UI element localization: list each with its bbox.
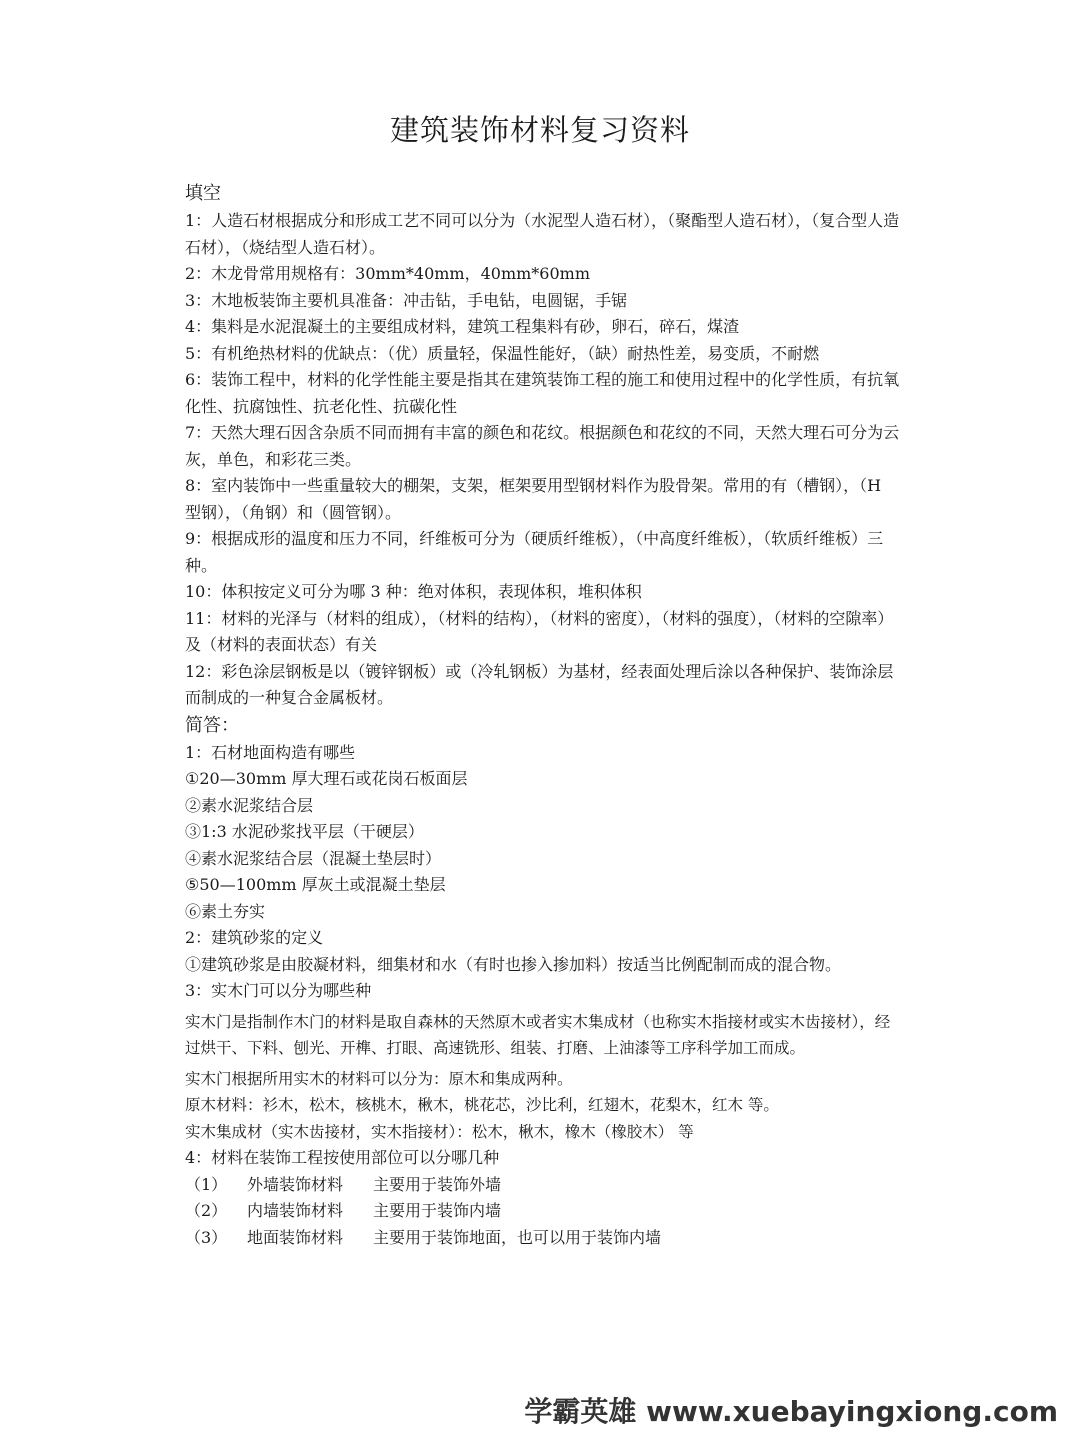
q3-question: 3：实木门可以分为哪些种 [185, 981, 372, 1000]
q3-paragraph-1: 实木门是指制作木门的材料是取自森林的天然原木或者实木集成材（也称实木指接材或实木齿接材），经过烘干、下料、刨光、开榫、打眼、高速铣形、组装、打磨、上油漆等工序科学加工而成。 [185, 1012, 891, 1057]
fill-item-5: 5：有机绝热材料的优缺点：（优）质量轻，保温性能好，（缺）耐热性差，易变质，不耐燃 [185, 343, 820, 363]
q1-layer-5: ⑤50—100mm 厚灰土或混凝土垫层 [185, 875, 446, 894]
q4-question: 4：材料在装饰工程按使用部位可以分哪几种 [185, 1148, 500, 1167]
fill-item-10: 10：体积按定义可分为哪 3 种：绝对体积，表现体积，堆积体积 [185, 582, 642, 601]
q4-row-use: 主要用于装饰外墙 [373, 1174, 502, 1194]
q4-row-number: （2） [185, 1201, 228, 1220]
fill-section-heading: 填空 [185, 183, 221, 204]
fill-item-8: 8：室内装饰中一些重量较大的棚架，支架，框架要用型钢材料作为股骨架。常用的有（槽钢），（H 型钢），（角钢）和（圆管钢）。 [185, 476, 882, 522]
q4-row-use: 主要用于装饰地面，也可以用于装饰内墙 [373, 1227, 662, 1247]
fill-item-12: 12：彩色涂层钢板是以（镀锌钢板）或（冷轧钢板）为基材，经表面处理后涂以各种保护、装饰涂层而制成的一种复合金属板材。 [185, 661, 894, 707]
fill-item-11: 11：材料的光泽与（材料的组成），（材料的结构），（材料的密度），（材料的强度），（材料的空隙率）及（材料的表面状态）有关 [185, 608, 894, 654]
fill-item-7: 7：天然大理石因含杂质不同而拥有丰富的颜色和花纹。根据颜色和花纹的不同，天然大理石可分为云灰，单色，和彩花三类。 [185, 423, 900, 469]
q4-row-material: 内墙装饰材料 [247, 1201, 344, 1220]
q3-paragraph-2: 实木门根据所用实木的材料可以分为：原木和集成两种。 [185, 1069, 573, 1088]
q1-layer-2: ②素水泥浆结合层 [185, 795, 314, 815]
q4-row-number: （3） [185, 1227, 228, 1247]
fill-item-9: 9：根据成形的温度和压力不同，纤维板可分为（硬质纤维板），（中高度纤维板），（软质纤维板）三种。 [185, 529, 884, 575]
fill-item-1: 1：人造石材根据成分和形成工艺不同可以分为（水泥型人造石材），（聚酯型人造石材），（复合型人造石材），（烧结型人造石材）。 [185, 211, 900, 257]
q4-row-1 [185, 1172, 901, 1199]
q1-question: 1：石材地面构造有哪些 [185, 742, 356, 762]
q2-answer: ①建筑砂浆是由胶凝材料，细集材和水（有时也掺入掺加料）按适当比例配制而成的混合物。 [185, 954, 842, 974]
q4-row-2 [185, 1198, 901, 1225]
fill-item-6: 6：装饰工程中，材料的化学性能主要是指其在建筑装饰工程的施工和使用过程中的化学性质，有抗氧化性、抗腐蚀性、抗老化性、抗碳化性 [185, 370, 900, 416]
q1-layer-1: ①20—30mm 厚大理石或花岗石板面层 [185, 769, 468, 788]
q4-row-material: 地面装饰材料 [247, 1227, 344, 1247]
q4-row-number: （1） [185, 1174, 228, 1194]
short-answer-heading: 简答： [185, 714, 239, 736]
q4-row-3 [185, 1225, 901, 1252]
fill-item-4: 4：集料是水泥混凝土的主要组成材料，建筑工程集料有砂，卵石，碎石，煤渣 [185, 317, 740, 336]
q1-layer-6: ⑥素土夯实 [185, 901, 266, 921]
q1-layer-4: ④素水泥浆结合层（混凝土垫层时） [185, 848, 442, 868]
watermark: 学霸英雄 www.xuebayingxiong.com [524, 1395, 1058, 1428]
fill-item-2: 2：木龙骨常用规格有：30mm*40mm，40mm*60mm [185, 264, 590, 283]
q1-layer-3: ③1:3 水泥砂浆找平层（干硬层） [185, 822, 424, 841]
q2-question: 2：建筑砂浆的定义 [185, 928, 324, 947]
page-title: 建筑装饰材料复习资料 [389, 113, 690, 147]
document-body [185, 180, 901, 1251]
q4-row-material: 外墙装饰材料 [247, 1174, 344, 1194]
q3-paragraph-3: 原木材料：衫木，松木，核桃木，楸木，桃花芯，沙比利，红翅木，花梨木，红木 等。 [185, 1096, 779, 1114]
fill-item-3: 3：木地板装饰主要机具准备：冲击钻，手电钻，电圆锯，手锯 [185, 290, 628, 310]
q3-paragraph-4: 实木集成材（实木齿接材，实木指接材）：松木，楸木，橡木（橡胶木） 等 [185, 1122, 694, 1141]
q4-row-use: 主要用于装饰内墙 [373, 1201, 502, 1220]
